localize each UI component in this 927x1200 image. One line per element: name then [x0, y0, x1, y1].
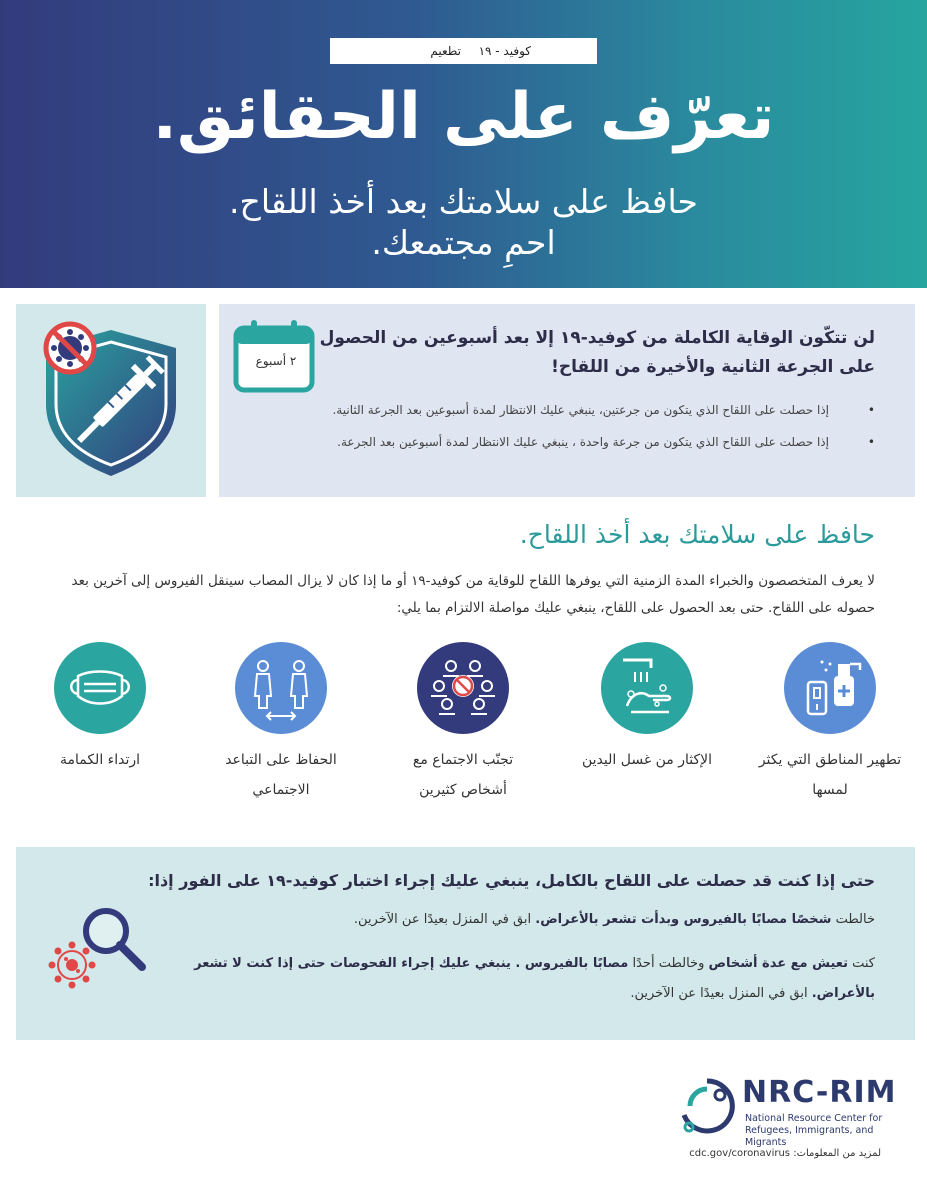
- testing-condition-2: [155, 949, 875, 1009]
- virus-magnifier-icon: [30, 897, 150, 1007]
- text-strong: مصابًا بالفيروس . ينبغي عليك إجراء الفحوصات حتى إذا كنت لا تشعر بالأعراض.: [194, 956, 875, 1001]
- text-strong: شخصًا مصابًا بالفيروس وبدأت تشعر بالأعراض.: [535, 912, 832, 927]
- tag-covid: كوفيد - ١٩: [478, 44, 531, 58]
- bullet-two-dose: إذا حصلت على اللقاح الذي يتكون من جرعتين، ينبغي عليك الانتظار لمدة أسبوعين بعد الجرعة الثانية.: [332, 403, 829, 417]
- disinfect-spray-icon: [784, 642, 876, 734]
- vaccine-shield-panel: [16, 304, 206, 497]
- social-distancing-icon: [235, 642, 327, 734]
- header-banner: [0, 0, 927, 288]
- no-crowds-icon: [417, 642, 509, 734]
- full-protection-panel: [219, 304, 915, 497]
- testing-heading: حتى إذا كنت قد حصلت على اللقاح بالكامل، ينبغي عليك إجراء اختبار كوفيد-١٩ على الفور إذا:: [148, 871, 875, 890]
- social-distancing-label: الحفاظ على التباعد الاجتماعي: [225, 752, 337, 798]
- dose-wait-list: [245, 396, 875, 460]
- safety-paragraph: لا يعرف المتخصصون والخبراء المدة الزمنية التي يوفرها اللقاح للوقاية من كوفيد-١٩ أو ما إذا كان لا يزال المصاب سينقل الفيروس إلى آخرين بعد حصوله على اللقاح. حتى بعد الحصول على اللقاح، ينبغي عليك مواصلة الالتزام بما يلي:: [71, 573, 875, 616]
- nrc-rim-logo-icon: [676, 1075, 738, 1137]
- text: خالطت: [835, 912, 875, 927]
- safety-heading: حافظ على سلامتك بعد أخذ اللقاح.: [519, 520, 875, 549]
- logo-subtitle-line-1: National Resource Center for: [745, 1113, 883, 1124]
- list-item: • إذا حصلت على اللقاح الذي يتكون من جرعة واحدة ، ينبغي عليك الانتظار لمدة أسبوعين بعد الجرعة.: [337, 435, 875, 449]
- more-info-link[interactable]: لمزيد من المعلومات: cdc.gov/coronavirus: [689, 1148, 881, 1159]
- topic-tag-bar: [330, 38, 597, 64]
- text: ابق في المنزل بعيدًا عن الآخرين.: [630, 986, 808, 1001]
- tag-vaccine: تطعيم: [430, 44, 461, 58]
- testing-condition-1: [155, 905, 875, 935]
- logo-subtitle: [745, 1113, 915, 1149]
- calendar-label: ٢ أسبوع: [255, 354, 297, 368]
- text: كنت: [852, 956, 875, 971]
- face-mask-icon: [54, 642, 146, 734]
- no-crowds-label: تجنّب الاجتماع مع أشخاص كثيرين: [412, 752, 514, 798]
- page-subtitle: حافظ على سلامتك بعد أخذ اللقاح.: [229, 182, 698, 221]
- text: ابق في المنزل بعيدًا عن الآخرين.: [353, 912, 532, 927]
- text-strong: تعيش مع عدة أشخاص: [708, 956, 848, 971]
- full-protection-heading: لن تتكّون الوقاية الكاملة من كوفيد-١٩ إلا بعد أسبوعين من الحصول على الجرعة الثانية والأخيرة من اللقاح!: [319, 328, 875, 377]
- text: وخالطت أحدًا: [632, 956, 705, 971]
- vaccine-shield-icon: [16, 304, 206, 497]
- page-subtitle-2: احمِ مجتمعك.: [371, 223, 556, 262]
- logo-name: NRC-RIM: [742, 1075, 897, 1110]
- page-title: تعرّف على الحقائق.: [152, 80, 775, 154]
- hand-washing-label: الإكثار من غسل اليدين: [582, 752, 712, 768]
- testing-panel: [16, 847, 915, 1040]
- list-item: • إذا حصلت على اللقاح الذي يتكون من جرعتين، ينبغي عليك الانتظار لمدة أسبوعين بعد الجرعة الثانية.: [332, 403, 875, 417]
- hand-washing-icon: [601, 642, 693, 734]
- face-mask-label: ارتداء الكمامة: [59, 752, 141, 768]
- disinfect-label: تطهير المناطق التي يكثر لمسها: [758, 752, 902, 798]
- logo-subtitle-line-2: Refugees, Immigrants, and Migrants: [745, 1125, 874, 1148]
- bullet-one-dose: إذا حصلت على اللقاح الذي يتكون من جرعة واحدة ، ينبغي عليك الانتظار لمدة أسبوعين بعد الجرعة.: [337, 435, 829, 449]
